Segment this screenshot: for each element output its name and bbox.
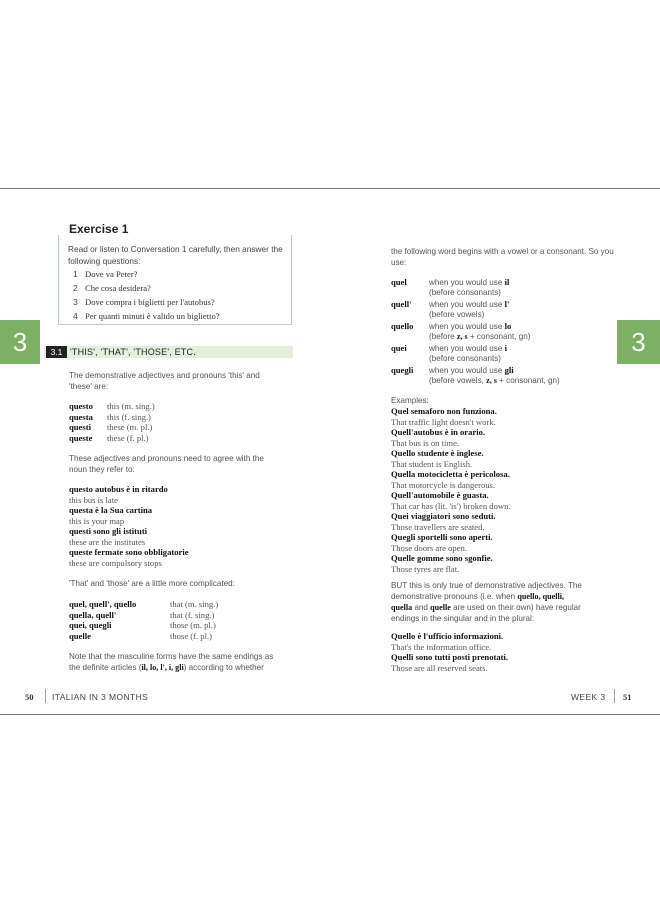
demonstrative-word: quell' (391, 299, 412, 309)
book-spread (0, 188, 660, 715)
list-item: queste these (f. pl.) (69, 432, 149, 443)
examples-label: Examples: (391, 396, 429, 405)
demonstrative-word: quegli (391, 365, 414, 375)
usage-rule: when you would use gli (429, 365, 514, 375)
example-english: That bus is on time. (391, 437, 460, 448)
demonstrative-word: quello (391, 321, 414, 331)
list-item: questi these (m. pl.) (69, 422, 153, 432)
chapter-tab-left: 3 (0, 320, 40, 364)
paragraph: 'That' and 'those' are a little more complicated: (69, 579, 235, 588)
paragraph: Note that the masculine forms have the same endings as (69, 652, 274, 661)
example-italian: Quegli sportelli sono aperti. (391, 532, 493, 542)
example-italian: questa è la Sua cartina (69, 505, 153, 515)
example-english: Those travellers are seated. (391, 521, 485, 532)
list-item: questo this (m. sing.) (69, 401, 155, 411)
list-item: quel, quell', quello that (m. sing.) (69, 599, 219, 609)
example-italian: queste fermate sono obbligatorie (69, 547, 189, 557)
paragraph: quella and quelle are used on their own) have regular (391, 603, 581, 612)
page-number-right: 51 (623, 692, 632, 702)
example-italian: Quei viaggiatori sono seduti. (391, 511, 496, 521)
exercise-question: 4 Per quanti minuti è valido un biglietto? (73, 311, 220, 321)
exercise-question: 1 Dove va Peter? (73, 269, 138, 279)
exercise-question: 3 Dove compra i biglietti per l'autobus? (73, 297, 215, 307)
example-italian: Quello è l'ufficio informazioni. (391, 631, 504, 641)
book-title: ITALIAN IN 3 MONTHS (52, 692, 149, 702)
example-english: this is your map (69, 515, 125, 526)
example-english: Those doors are open. (391, 542, 467, 553)
chapter-tab-right: 3 (617, 320, 660, 364)
demonstrative-word: quel (391, 277, 407, 287)
week-label: WEEK 3 (571, 692, 606, 702)
exercise-question: 2 Che cosa desidera? (73, 283, 151, 293)
example-italian: Quelli sono tutti posti prenotati. (391, 652, 509, 662)
usage-rule: when you would use i (429, 343, 507, 353)
example-english: That student is English. (391, 458, 473, 469)
footer-divider (614, 689, 615, 703)
demonstrative-word: quei (391, 343, 407, 353)
paragraph: demonstrative pronouns (i.e. when quello, quelli, (391, 592, 564, 601)
example-english: That car has (lit. 'is') broken down. (391, 500, 511, 511)
paragraph: the definite articles (il, lo, l', i, gli) according to whether (69, 663, 264, 672)
example-italian: Quell'automobile è guasta. (391, 490, 489, 500)
example-english: That traffic light doesn't work. (391, 416, 496, 427)
paragraph: BUT this is only true of demonstrative adjectives. The (391, 581, 582, 590)
example-italian: Quell'autobus è in orario. (391, 427, 486, 437)
usage-note: (before z, s + consonant, gn) (429, 332, 531, 341)
list-item: quella, quell' that (f. sing.) (69, 609, 215, 620)
paragraph: The demonstrative adjectives and pronouns 'this' and 'these' are: (69, 371, 260, 391)
example-english: Those are all reserved seats. (391, 662, 488, 673)
paragraph: These adjectives and pronouns need to agree with the noun they refer to: (69, 454, 264, 474)
exercise-title: Exercise 1 (69, 222, 129, 236)
example-italian: Quella motocicletta è pericolosa. (391, 469, 510, 479)
usage-note: (before vowels, z, s + consonant, gn) (429, 376, 560, 385)
usage-note: (before vowels) (429, 310, 485, 319)
example-italian: questi sono gli istituti (69, 526, 148, 536)
example-italian: Quel semaforo non funziona. (391, 406, 497, 416)
footer-divider (45, 689, 46, 703)
exercise-intro: Read or listen to Conversation 1 carefully, then answer the following questions: (68, 244, 283, 266)
usage-rule: when you would use lo (429, 321, 512, 331)
list-item: questa this (f. sing.) (69, 411, 151, 422)
list-item: quelle those (f. pl.) (69, 630, 213, 641)
example-italian: questo autobus è in ritardo (69, 484, 168, 494)
section-title: 'THIS', 'THAT', 'THOSE', ETC. (70, 347, 196, 357)
page-number-left: 50 (25, 692, 34, 702)
list-item: quei, quegli those (m. pl.) (69, 620, 216, 630)
example-english: That's the information office. (391, 641, 492, 652)
paragraph: endings in the singular and in the plural: (391, 614, 535, 623)
usage-note: (before consonants) (429, 288, 501, 297)
example-english: Those tyres are flat. (391, 563, 460, 574)
usage-rule: when you would use l' (429, 299, 510, 309)
section-number: 3.1 (46, 346, 67, 358)
example-italian: Quelle gomme sono sgonfie. (391, 553, 493, 563)
example-italian: Quello studente è inglese. (391, 448, 484, 458)
paragraph: the following word begins with a vowel or a consonant. So you use: (391, 247, 614, 267)
example-english: these are the institutes (69, 536, 146, 547)
example-english: these are compulsory stops (69, 557, 162, 568)
usage-note: (before consonants) (429, 354, 501, 363)
example-english: That motorcycle is dangerous. (391, 479, 496, 490)
usage-rule: when you would use il (429, 277, 510, 287)
example-english: this bus is late (69, 494, 118, 505)
